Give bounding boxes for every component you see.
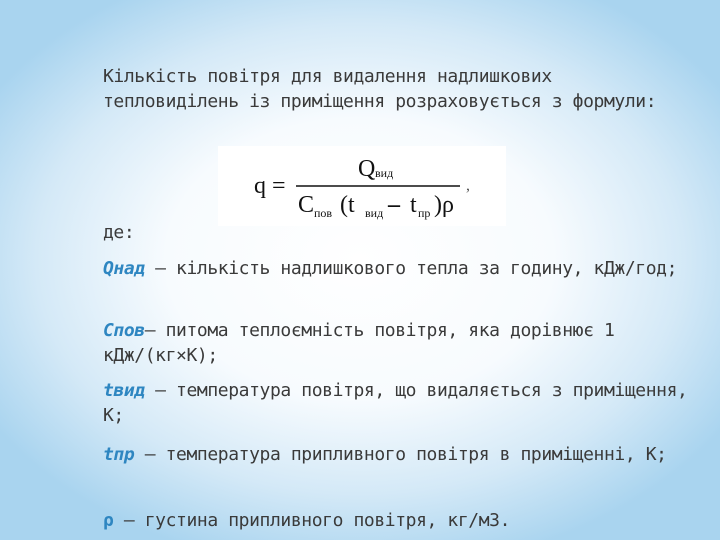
definition-item [103, 256, 693, 281]
definition-item [103, 318, 693, 368]
formula-denominator: C [298, 192, 315, 218]
formula-t2: t [410, 192, 417, 218]
formula-svg [218, 146, 506, 226]
formula-equals: = [272, 173, 286, 199]
formula-image [218, 146, 506, 226]
intro-paragraph: Кількість повітря для видалення надлишкових тепловиділень із приміщення розраховується з формули: [103, 66, 657, 112]
definition-text: – температура припливного повітря в приміщенні, К; [134, 444, 667, 465]
where-label: де: [103, 222, 135, 243]
formula-lhs: q [254, 173, 266, 199]
definition-term: tвид [103, 380, 145, 401]
definition-item [103, 378, 698, 428]
definition-text: – густина припливного повітря, кг/м3. [113, 510, 511, 531]
formula-t1-sub: вид [365, 206, 384, 220]
formula-minus: – [388, 192, 400, 218]
formula-paren-t: (t [340, 192, 355, 218]
definition-item [103, 508, 693, 533]
formula-t2-sub: пр [418, 206, 431, 220]
definition-text: – кількість надлишкового тепла за годину, кДж/год; [144, 258, 678, 279]
formula-numerator: Q [358, 156, 376, 182]
definition-term: tпр [103, 444, 135, 465]
definition-item [103, 440, 693, 470]
definition-term: Qнад [103, 258, 145, 279]
formula-comma: , [466, 177, 470, 194]
definition-term: Спов [103, 320, 145, 341]
definition-text: – питома теплоємність повітря, яка дорівнює 1 кДж/(кг×К); [103, 320, 625, 366]
formula-close: )ρ [434, 192, 454, 218]
formula-denominator-sub: пов [314, 206, 333, 220]
formula-numerator-sub: вид [375, 166, 394, 180]
definition-text: – температура повітря, що видаляється з приміщення, К; [103, 380, 698, 426]
definition-term: ρ [103, 510, 114, 531]
